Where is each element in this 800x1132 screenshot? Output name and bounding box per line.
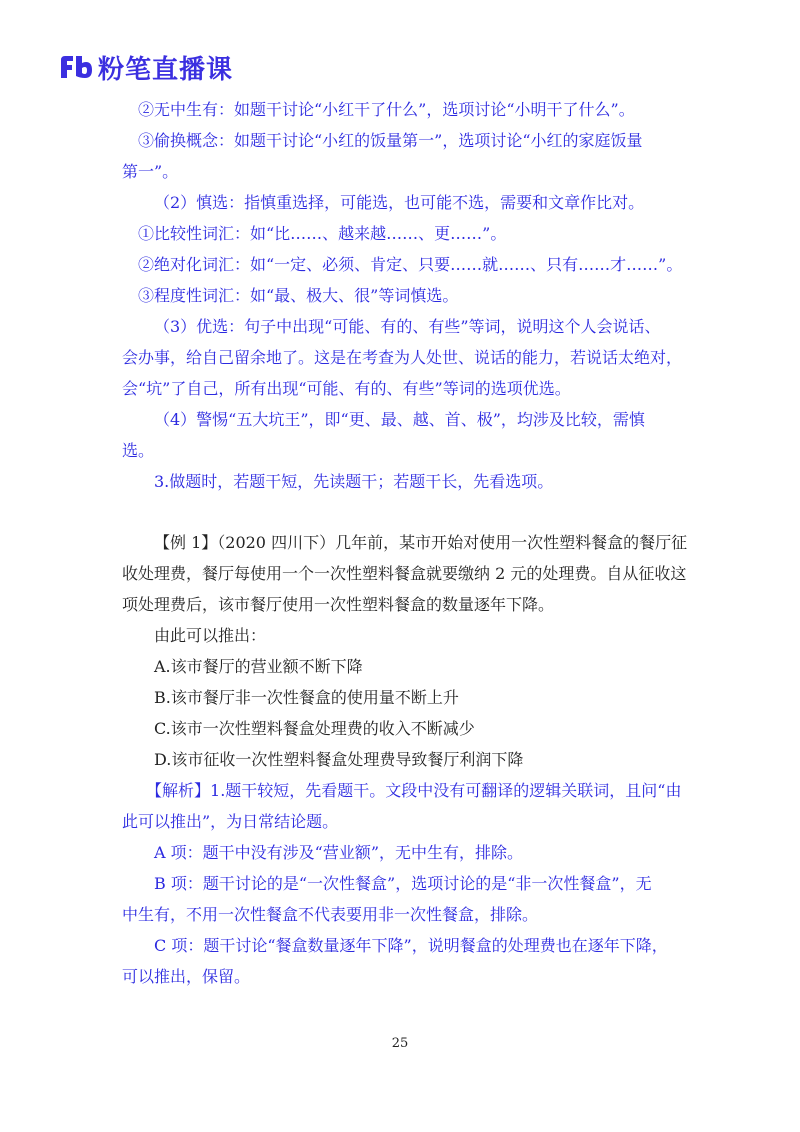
example-prompt: 由此可以推出： — [154, 626, 267, 645]
option-b: B.该市餐厅非一次性餐盒的使用量不断上升 — [154, 688, 459, 707]
text-line: （2）慎选：指慎重选择，可能选，也可能不选，需要和文章作比对。 — [154, 193, 645, 212]
analysis-tag: 【解析】 — [146, 781, 211, 800]
text-line: 会“坑”了自己，所有出现“可能、有的、有些”等词的选项优选。 — [122, 379, 571, 398]
analysis-line: B 项：题干讨论的是“一次性餐盒”，选项讨论的是“非一次性餐盒”，无 — [154, 874, 652, 893]
brand-name: 粉笔直播课 — [98, 54, 234, 85]
text-line: ③偷换概念：如题干讨论“小红的饭量第一”，选项讨论“小红的家庭饭量 — [138, 131, 643, 150]
analysis-line: A 项：题干中没有涉及“营业额”，无中生有，排除。 — [154, 843, 524, 862]
analysis-line: 此可以推出”，为日常结论题。 — [122, 812, 339, 831]
analysis-line: 中生有，不用一次性餐盒不代表要用非一次性餐盒，排除。 — [122, 905, 539, 924]
text-line: 选。 — [122, 441, 155, 460]
example-question-line: 项处理费后，该市餐厅使用一次性塑料餐盒的数量逐年下降。 — [122, 595, 555, 614]
text-line: 3.做题时，若题干短，先读题干；若题干长，先看选项。 — [154, 472, 554, 491]
text-line: ②绝对化词汇：如“一定、必须、肯定、只要……就……、只有……才……”。 — [138, 255, 683, 274]
text-line: （3）优选：句子中出现“可能、有的、有些”等词，说明这个人会说话、 — [154, 317, 661, 336]
page-number: 25 — [391, 1036, 409, 1051]
text-line: ③程度性词汇：如“最、极大、很”等词慎选。 — [138, 286, 459, 305]
spacer — [122, 497, 682, 527]
analysis-line: 可以推出，保留。 — [122, 967, 251, 986]
analysis-line — [122, 775, 682, 806]
option-a: A.该市餐厅的营业额不断下降 — [154, 657, 363, 676]
body-text — [122, 94, 688, 992]
analysis-line: C 项：题干讨论“餐盒数量逐年下降”，说明餐盒的处理费也在逐年下降， — [154, 936, 668, 955]
text-line: ②无中生有：如题干讨论“小红干了什么”，选项讨论“小明干了什么”。 — [138, 100, 635, 119]
example-question-line: 【例 1】（2020 四川下）几年前，某市开始对使用一次性塑料餐盒的餐厅征 — [154, 533, 688, 552]
option-d: D.该市征收一次性塑料餐盒处理费导致餐厅利润下降 — [154, 750, 524, 769]
text-line: 会办事，给自己留余地了。这是在考查为人处世、说话的能力，若说话太绝对， — [122, 348, 683, 367]
analysis-text: 1.题干较短，先看题干。文段中没有可翻译的逻辑关联词，且问“由 — [210, 781, 682, 800]
brand-logo — [58, 50, 233, 84]
text-line: ①比较性词汇：如“比……、越来越……、更……”。 — [138, 224, 507, 243]
text-line: 第一”。 — [122, 162, 179, 181]
fb-logo-icon — [58, 54, 94, 80]
text-line: （4）警惕“五大坑王”，即“更、最、越、首、极”，均涉及比较，需慎 — [154, 410, 645, 429]
example-question-line: 收处理费，餐厅每使用一个一次性塑料餐盒就要缴纳 2 元的处理费。自从征收这 — [122, 564, 687, 583]
option-c: C.该市一次性塑料餐盒处理费的收入不断减少 — [154, 719, 475, 738]
